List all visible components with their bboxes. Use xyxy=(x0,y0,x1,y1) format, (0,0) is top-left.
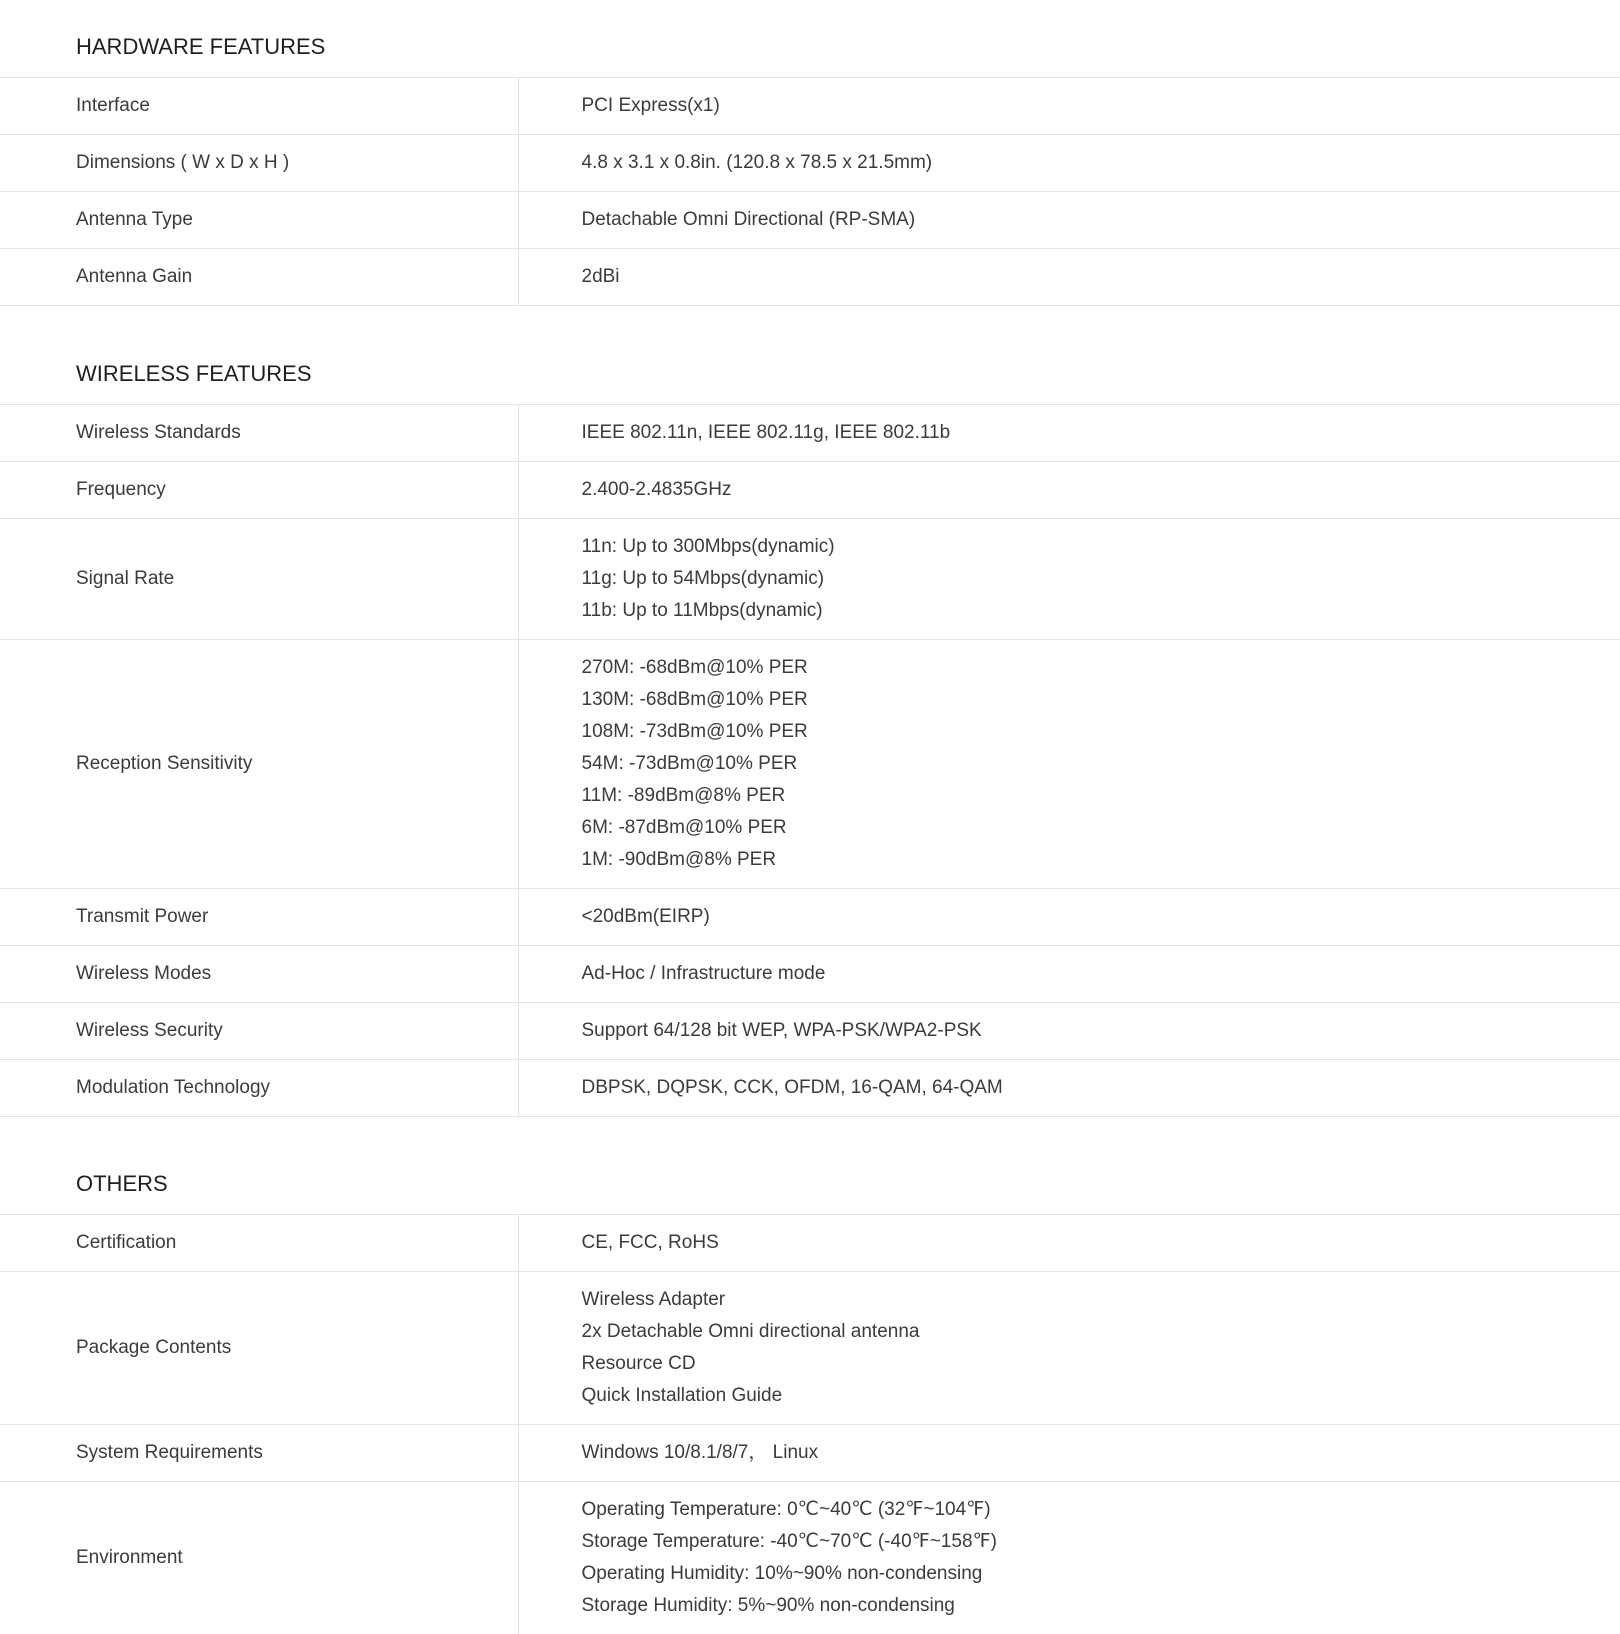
section-hardware-features xyxy=(0,0,1620,312)
row-label: Environment xyxy=(0,1482,518,1634)
section-title: WIRELESS FEATURES xyxy=(76,361,312,386)
row-label: Dimensions ( W x D x H ) xyxy=(0,135,518,192)
row-label: Transmit Power xyxy=(0,889,518,946)
value-line: 130M: -68dBm@10% PER xyxy=(581,689,808,710)
value-lines xyxy=(582,520,1620,638)
table-row xyxy=(0,1060,1620,1117)
row-label: Antenna Gain xyxy=(0,249,518,306)
row-value xyxy=(518,405,1620,462)
value-line: 54M: -73dBm@10% PER xyxy=(581,753,798,774)
value-line: Windows 10/8.1/8/7， Linux xyxy=(581,1442,819,1463)
value-line: 4.8 x 3.1 x 0.8in. (120.8 x 78.5 x 21.5mm) xyxy=(581,152,933,173)
spec-table xyxy=(0,404,1620,1117)
value-line: 11n: Up to 300Mbps(dynamic) xyxy=(581,536,835,557)
row-label: System Requirements xyxy=(0,1425,518,1482)
row-label: Interface xyxy=(0,78,518,135)
row-value xyxy=(518,889,1620,946)
value-line: Wireless Adapter xyxy=(581,1289,726,1310)
value-line: Resource CD xyxy=(581,1353,696,1374)
value-line: 2dBi xyxy=(581,266,620,287)
value-line: 2.400-2.4835GHz xyxy=(581,479,732,500)
value-line: 108M: -73dBm@10% PER xyxy=(581,721,808,742)
section-others xyxy=(0,1137,1620,1634)
spec-table xyxy=(0,1214,1620,1634)
value-line: DBPSK, DQPSK, CCK, OFDM, 16-QAM, 64-QAM xyxy=(581,1077,1003,1098)
value-line: 6M: -87dBm@10% PER xyxy=(581,817,787,838)
value-line: IEEE 802.11n, IEEE 802.11g, IEEE 802.11b xyxy=(581,422,951,443)
row-value xyxy=(518,1215,1620,1272)
value-line: 1M: -90dBm@8% PER xyxy=(581,849,777,870)
value-line: 270M: -68dBm@10% PER xyxy=(581,657,808,678)
row-value xyxy=(518,946,1620,1003)
value-line: 11b: Up to 11Mbps(dynamic) xyxy=(581,600,823,621)
row-label: Modulation Technology xyxy=(0,1060,518,1117)
value-line: 11M: -89dBm@8% PER xyxy=(581,785,786,806)
value-line: Support 64/128 bit WEP, WPA-PSK/WPA2-PSK xyxy=(581,1020,982,1041)
table-row xyxy=(0,405,1620,462)
section-title: OTHERS xyxy=(76,1171,168,1196)
table-row xyxy=(0,1215,1620,1272)
row-value xyxy=(518,249,1620,306)
value-line: Ad-Hoc / Infrastructure mode xyxy=(581,963,826,984)
row-value xyxy=(518,462,1620,519)
value-line: 11g: Up to 54Mbps(dynamic) xyxy=(581,568,825,589)
row-value xyxy=(518,1060,1620,1117)
value-line: <20dBm(EIRP) xyxy=(581,906,710,927)
value-line: Operating Humidity: 10%~90% non-condensing xyxy=(581,1563,983,1584)
row-value xyxy=(518,78,1620,135)
row-value xyxy=(518,192,1620,249)
value-line: PCI Express(x1) xyxy=(581,95,720,116)
value-line: 2x Detachable Omni directional antenna xyxy=(581,1321,920,1342)
table-row xyxy=(0,1425,1620,1482)
row-label: Frequency xyxy=(0,462,518,519)
value-line: Detachable Omni Directional (RP-SMA) xyxy=(581,209,916,230)
row-value xyxy=(518,1425,1620,1482)
value-lines xyxy=(582,641,1620,887)
value-lines xyxy=(582,1273,1620,1423)
table-row xyxy=(0,249,1620,306)
row-value xyxy=(518,1003,1620,1060)
table-row xyxy=(0,1003,1620,1060)
table-row xyxy=(0,78,1620,135)
row-value xyxy=(518,1272,1620,1425)
table-row xyxy=(0,462,1620,519)
row-label: Antenna Type xyxy=(0,192,518,249)
row-label: Wireless Modes xyxy=(0,946,518,1003)
row-value xyxy=(518,1482,1620,1634)
value-line: Quick Installation Guide xyxy=(581,1385,783,1406)
row-label: Reception Sensitivity xyxy=(0,640,518,889)
value-line: Storage Temperature: -40℃~70℃ (-40℉~158℉) xyxy=(581,1531,997,1552)
table-row xyxy=(0,135,1620,192)
table-row xyxy=(0,1482,1620,1634)
value-line: Storage Humidity: 5%~90% non-condensing xyxy=(581,1595,955,1616)
row-label: Wireless Security xyxy=(0,1003,518,1060)
section-title: HARDWARE FEATURES xyxy=(76,34,326,59)
table-row xyxy=(0,640,1620,889)
row-value xyxy=(518,519,1620,640)
table-row xyxy=(0,519,1620,640)
value-line: CE, FCC, RoHS xyxy=(581,1232,719,1253)
table-row xyxy=(0,1272,1620,1425)
row-label: Certification xyxy=(0,1215,518,1272)
row-label: Package Contents xyxy=(0,1272,518,1425)
value-line: Operating Temperature: 0℃~40℃ (32℉~104℉) xyxy=(581,1499,991,1520)
row-value xyxy=(518,135,1620,192)
spec-table xyxy=(0,77,1620,306)
value-lines xyxy=(582,1483,1620,1633)
row-label: Wireless Standards xyxy=(0,405,518,462)
row-value xyxy=(518,640,1620,889)
table-row xyxy=(0,946,1620,1003)
table-row xyxy=(0,192,1620,249)
section-wireless-features xyxy=(0,327,1620,1117)
row-label: Signal Rate xyxy=(0,519,518,640)
table-row xyxy=(0,889,1620,946)
